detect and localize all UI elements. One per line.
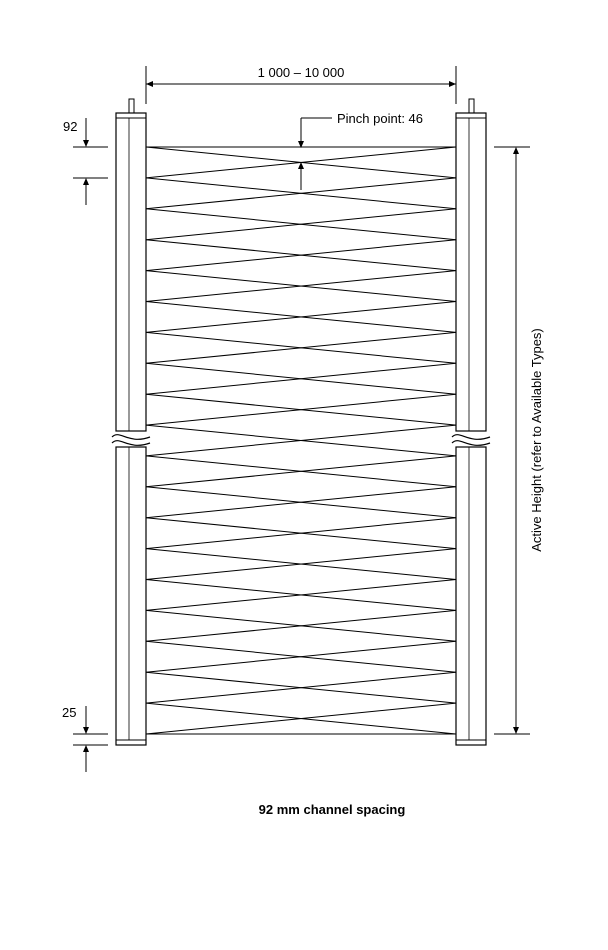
top-spacing-label: 92 [63, 119, 78, 134]
bottom-spacing-dimension [73, 706, 108, 772]
active-height-label: Active Height (refer to Available Types) [529, 328, 544, 552]
right-column [452, 99, 490, 745]
bottom-spacing-label: 25 [62, 705, 77, 720]
width-label: 1 000 – 10 000 [257, 65, 345, 80]
top-spacing-dimension [73, 118, 108, 205]
pinch-leader [298, 118, 332, 190]
left-column [112, 99, 150, 745]
pinch-point-label: Pinch point: 46 [337, 111, 424, 126]
active-height-dimension [494, 147, 530, 734]
caption: 92 mm channel spacing [258, 802, 406, 817]
beam-pattern [146, 147, 456, 734]
